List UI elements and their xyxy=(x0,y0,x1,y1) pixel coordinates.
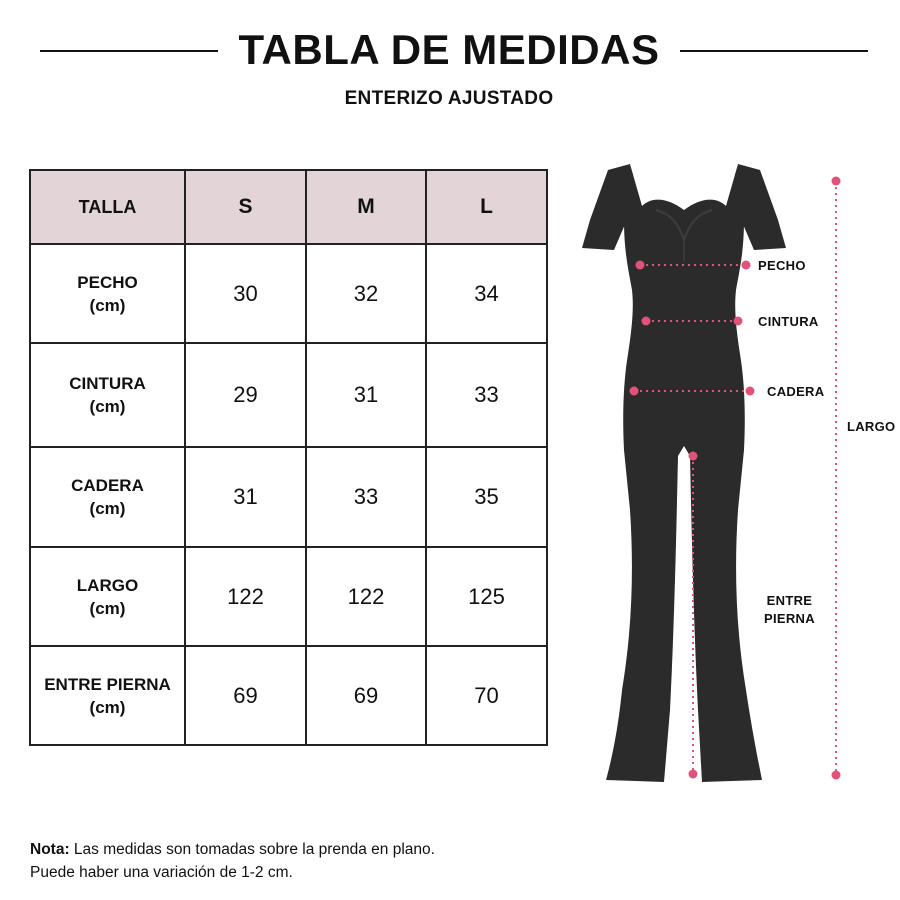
header-size-m: M xyxy=(306,170,426,244)
pecho-dot-right xyxy=(742,261,751,270)
cell-value: 34 xyxy=(426,244,547,343)
table-row-cadera xyxy=(30,447,547,547)
header-size-s: S xyxy=(185,170,306,244)
cadera-dot-left xyxy=(630,387,639,396)
row-label-text: LARGO xyxy=(76,575,139,595)
note-label: Nota: xyxy=(30,841,70,858)
label-entre-line1: ENTRE xyxy=(766,593,813,608)
row-label xyxy=(30,547,185,646)
largo-dot-bottom xyxy=(832,771,841,780)
table-header-row xyxy=(30,170,547,244)
cell-value: 70 xyxy=(426,646,547,745)
note-line-1 xyxy=(30,838,435,861)
jumpsuit-diagram xyxy=(560,150,900,800)
row-label-text: PECHO xyxy=(77,272,138,292)
header-size-l: L xyxy=(426,170,547,244)
row-label-text: CADERA xyxy=(71,476,144,495)
cell-value: 69 xyxy=(306,646,426,745)
cell-value: 69 xyxy=(185,646,306,745)
cell-value: 35 xyxy=(426,447,547,547)
row-label-unit: (cm) xyxy=(89,499,126,518)
note-line-2: Puede haber una variación de 1-2 cm. xyxy=(30,864,293,881)
cell-value: 31 xyxy=(185,447,306,547)
cell-value: 33 xyxy=(426,343,547,447)
page-title: TABLA DE MEDIDAS xyxy=(238,26,660,73)
cell-value: 33 xyxy=(306,447,426,547)
cell-value: 122 xyxy=(306,547,426,646)
row-label-unit: (cm) xyxy=(89,697,126,717)
title-rule-right xyxy=(680,50,868,52)
row-label-text: ENTRE PIERNA xyxy=(44,674,171,694)
label-cintura: CINTURA xyxy=(758,314,819,329)
label-pecho: PECHO xyxy=(758,258,806,273)
cadera-dot-right xyxy=(746,387,755,396)
table-row-pecho xyxy=(30,244,547,343)
row-label xyxy=(30,447,185,547)
label-cadera: CADERA xyxy=(767,384,825,399)
cell-value: 30 xyxy=(185,244,306,343)
row-label-unit: (cm) xyxy=(89,598,126,618)
cell-value: 125 xyxy=(426,547,547,646)
page-subtitle: ENTERIZO AJUSTADO xyxy=(344,88,554,109)
table-row-entre-pierna xyxy=(30,646,547,745)
cell-value: 32 xyxy=(306,244,426,343)
table-row-cintura xyxy=(30,343,547,447)
entre-pierna-dot-top xyxy=(689,452,698,461)
label-largo: LARGO xyxy=(847,419,896,434)
header-talla: TALLA xyxy=(30,170,185,244)
row-label xyxy=(30,646,185,745)
row-label xyxy=(30,343,185,447)
cell-value: 29 xyxy=(185,343,306,447)
jumpsuit-illustration xyxy=(582,164,786,782)
row-label-unit: (cm) xyxy=(89,397,126,416)
cintura-dot-left xyxy=(642,317,651,326)
label-entre-pierna xyxy=(764,592,815,628)
row-label-text: CINTURA xyxy=(69,374,146,393)
row-label-unit: (cm) xyxy=(89,295,126,315)
note-text-1: Las medidas son tomadas sobre la prenda en plano. xyxy=(73,841,435,858)
cell-value: 31 xyxy=(306,343,426,447)
size-note xyxy=(30,838,435,884)
row-label xyxy=(30,244,185,343)
cintura-dot-right xyxy=(734,317,743,326)
label-entre-line2: PIERNA xyxy=(764,611,815,626)
pecho-dot-left xyxy=(636,261,645,270)
largo-dot-top xyxy=(832,177,841,186)
table-row-largo xyxy=(30,547,547,646)
size-table xyxy=(29,169,548,746)
entre-pierna-dot-bottom xyxy=(689,770,698,779)
cell-value: 122 xyxy=(185,547,306,646)
title-rule-left xyxy=(40,50,218,52)
